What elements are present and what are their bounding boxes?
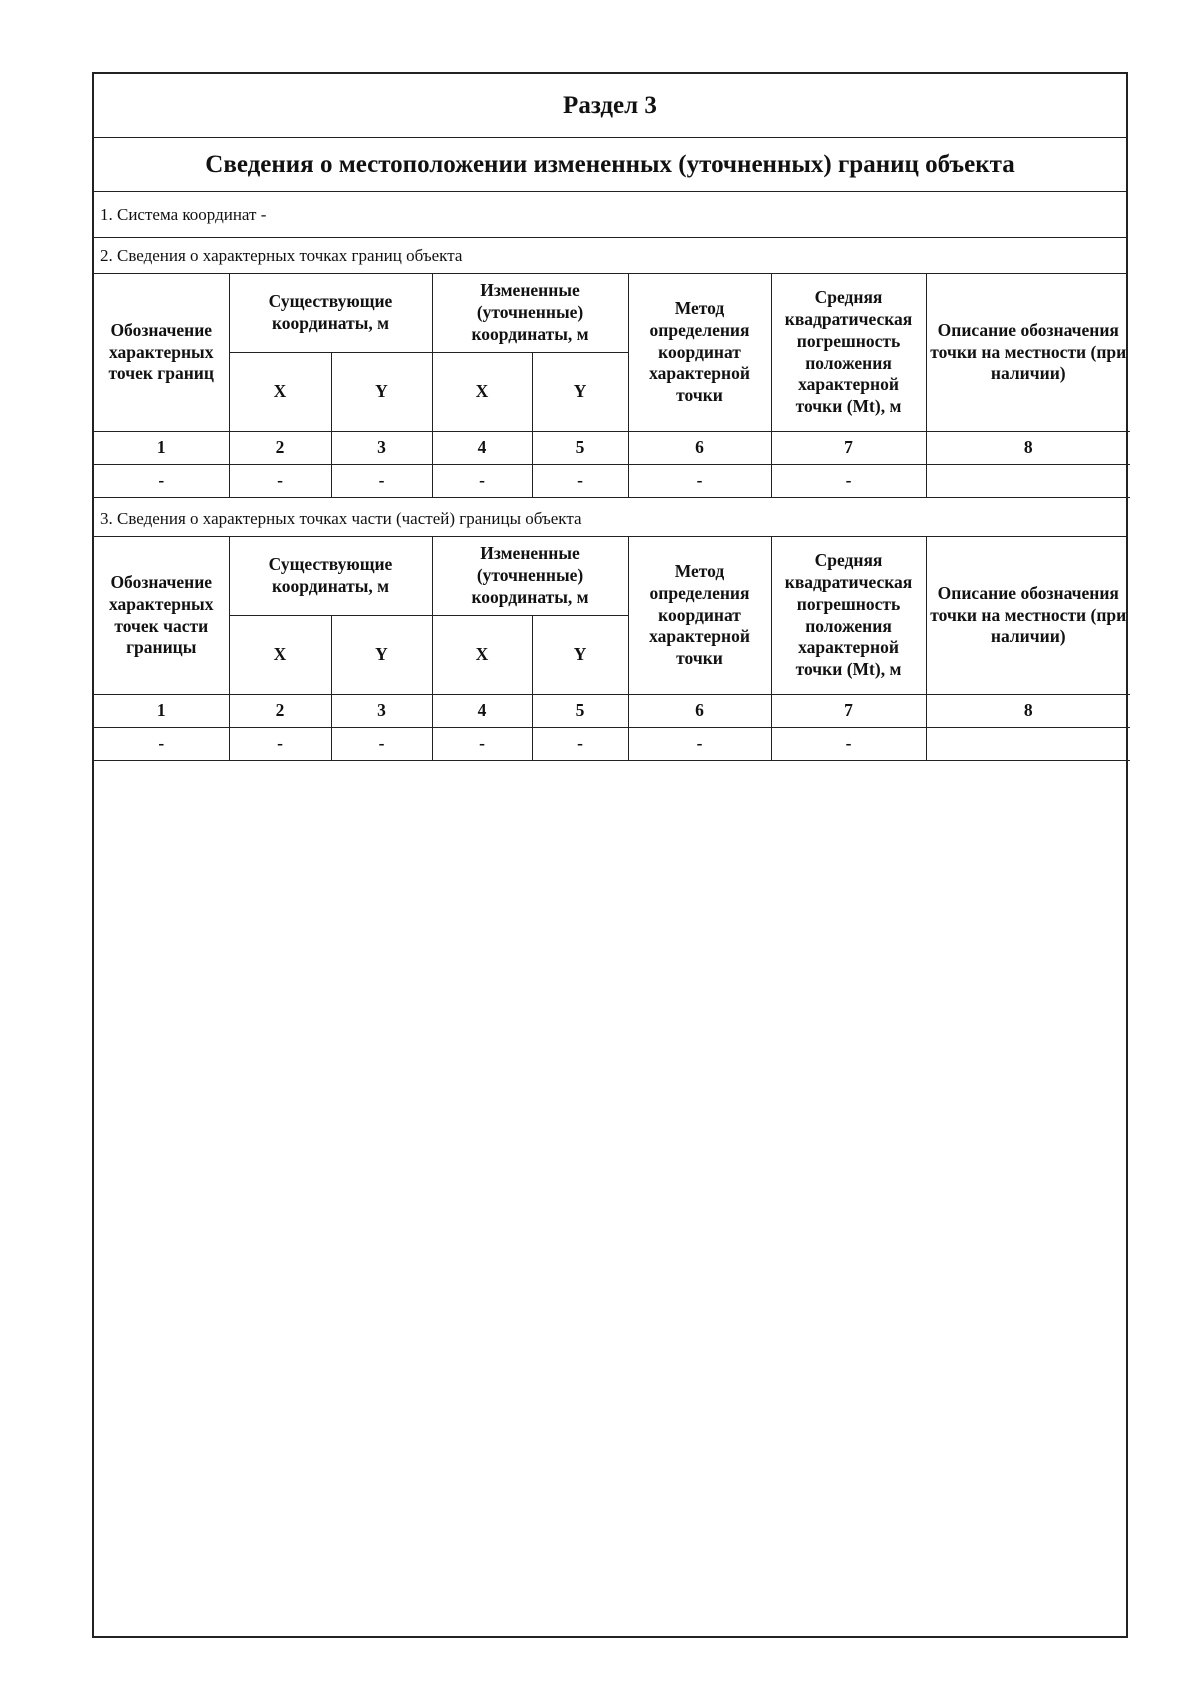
header-point-designation: Обозначение характерных точек границ [94,274,229,432]
table-row [94,728,1130,761]
column-number: 6 [628,432,771,465]
table-cell: - [432,728,532,761]
table-cell [926,465,1130,498]
header-method: Метод определения координат характерной точки [628,537,771,695]
header-description: Описание обозначения точки на местности (при наличии) [926,274,1130,432]
column-number: 4 [432,695,532,728]
column-number-row [94,432,1130,465]
header-changed-x: X [432,616,532,695]
header-existing-y: Y [331,353,432,432]
table-cell: - [229,728,331,761]
header-changed-coords: Измененные (уточненные) координаты, м [432,537,628,616]
column-number: 5 [532,695,628,728]
header-changed-y: Y [532,616,628,695]
table-cell: - [532,728,628,761]
section3-caption: 3. Сведения о характерных точках части (частей) границы объекта [94,501,1126,537]
column-number: 5 [532,432,628,465]
section2-caption: 2. Сведения о характерных точках границ объекта [94,238,1126,274]
table-cell: - [331,728,432,761]
document-frame [92,72,1128,1638]
table-cell [926,728,1130,761]
header-description: Описание обозначения точки на местности (при наличии) [926,537,1130,695]
table-cell: - [771,465,926,498]
table-cell: - [331,465,432,498]
coordinate-system-line: 1. Система координат - [94,192,1126,238]
header-existing-x: X [229,353,331,432]
table-cell: - [94,728,229,761]
table-row [94,465,1130,498]
header-changed-y: Y [532,353,628,432]
column-number: 1 [94,432,229,465]
column-number: 6 [628,695,771,728]
section-subtitle: Сведения о местоположении измененных (уточненных) границ объекта [94,138,1126,192]
header-changed-x: X [432,353,532,432]
header-changed-coords: Измененные (уточненные) координаты, м [432,274,628,353]
header-existing-coords: Существующие координаты, м [229,537,432,616]
table-cell: - [94,465,229,498]
header-mean-error: Средняя квадратическая погрешность положения характерной точки (Mt), м [771,537,926,695]
table-cell: - [628,465,771,498]
header-existing-y: Y [331,616,432,695]
header-existing-coords: Существующие координаты, м [229,274,432,353]
column-number: 4 [432,432,532,465]
column-number: 8 [926,695,1130,728]
table-cell: - [229,465,331,498]
header-existing-x: X [229,616,331,695]
table-cell: - [628,728,771,761]
column-number: 7 [771,695,926,728]
column-number: 7 [771,432,926,465]
column-number: 8 [926,432,1130,465]
header-method: Метод определения координат характерной точки [628,274,771,432]
header-mean-error: Средняя квадратическая погрешность положения характерной точки (Mt), м [771,274,926,432]
section3-table [94,537,1130,761]
column-number-row [94,695,1130,728]
column-number: 3 [331,432,432,465]
column-number: 3 [331,695,432,728]
section-title: Раздел 3 [94,74,1126,138]
table-cell: - [532,465,628,498]
section2-table [94,274,1130,498]
column-number: 2 [229,695,331,728]
column-number: 1 [94,695,229,728]
header-point-designation: Обозначение характерных точек части границы [94,537,229,695]
table-cell: - [771,728,926,761]
column-number: 2 [229,432,331,465]
table-cell: - [432,465,532,498]
